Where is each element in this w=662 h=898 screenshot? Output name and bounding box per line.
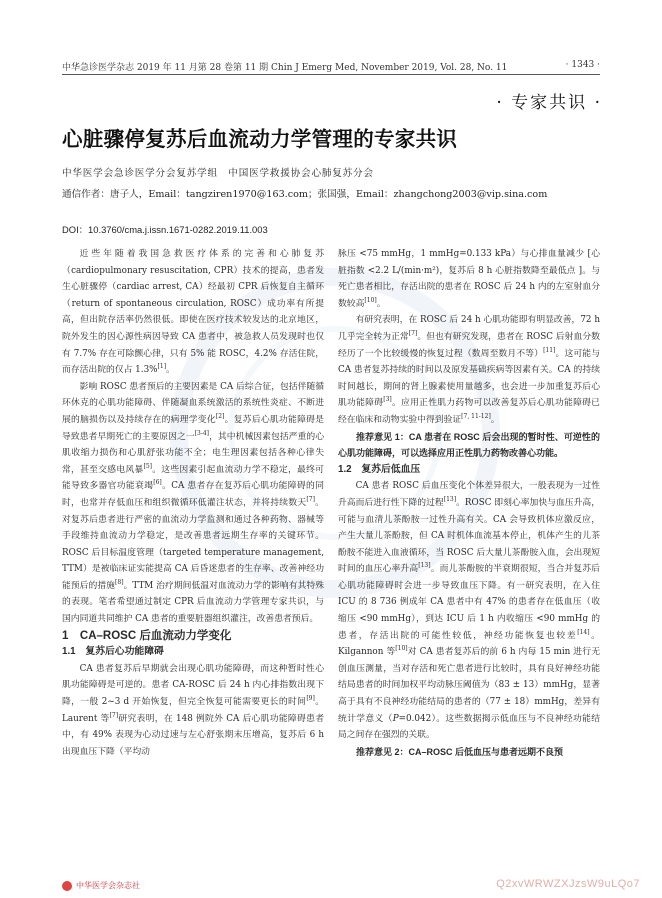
authors: 中华医学会急诊医学分会复苏学组 中国医学救援协会心肺复苏分会 [62,168,374,179]
citation[interactable]: [6] [153,479,162,487]
section-heading-1-2: 1.2 复苏后低血压 [338,463,421,475]
paragraph: 有研究表明，在 ROSC 后 24 h 心肌功能即有明显改善，72 h 几乎完全转为正常[7]。但也有研究发现，患者在 ROSC 后射血分数经历了一个比较缓慢的恢复过程（数周至数月不等）[11]。这可能与 CA 患者复苏持续的时间以及原发基础疾病等因素有关。CA 的持续时间越长，期间的肾上腺素使用量越多，也会进一步加重复苏后心肌功能障碍[3]。应用正性肌力药物可以改善复苏后心肌功能障碍已经在临床和动物实验中得到验证[7, 11-12]。 [338,315,600,425]
citation[interactable]: [14] [577,628,590,636]
journal-line: 中华急诊医学杂志 2019 年 11 月第 28 卷第 11 期 Chin J Emerg Med, November 2019, Vol. 28, No. 11 [62,63,508,73]
paragraph: 脉压 <75 mmHg，1 mmHg=0.133 kPa）与心排血量减少 [心脏指数 <2.2 L/(min·m²)，复苏后 8 h 心脏指数降至最低点 ]。与死亡患者相比，存活出院的患者在 ROSC 后 24 h 内的左室射血分数较高[10]。 [338,249,600,309]
watermark-code: Q2xvWRWZXJzsW9uLQo7 [496,878,640,890]
paragraph: CA 患者复苏后早期就会出现心肌功能障碍，而这种暂时性心肌功能障碍是可逆的。患者 CA-ROSC 后 24 h 内心排指数出现下降，一般 2~3 d 开始恢复，但完全恢复可能需要更长的时间[9]。Laurent 等[7]研究表明，在 148 例院外 CA 后心肌功能障碍患者中，有 49% 表现为心动过速与左心舒张期末压增高，复苏后 6 h 出现血压下降（平均动 [62,663,324,757]
citation[interactable]: [13] [443,495,457,503]
recommendation-2: 推荐意见 2：CA–ROSC 后低血压与患者远期不良预 [356,746,564,757]
section-tag: · 专家共识 · [496,93,602,113]
running-head [62,60,600,75]
citation[interactable]: [3] [383,396,392,404]
section-heading-1-1: 1.1 复苏后心功能障碍 [62,646,164,658]
recommendation-1: 推荐意见 1：CA 患者在 ROSC 后会出现的暂时性、可逆性的心肌功能障碍，可以选择应用正性肌力药物改善心功能。 [338,431,600,459]
citation[interactable]: [3-4] [194,429,210,437]
citation[interactable]: [7, 11-12] [461,413,491,421]
doi: DOI：10.3760/cma.j.issn.1671-0282.2019.11.003 [62,224,268,235]
correspondence: 通信作者：唐子人，Email：tangziren1970@163.com；张国强，Email：zhangchong2003@vip.sina.com [62,189,548,200]
section-heading-1: 1 CA–ROSC 后血流动力学变化 [62,629,232,642]
left-column [62,246,324,760]
paragraph: 影响 ROSC 患者预后的主要因素是 CA 后综合征，包括伴随循环休克的心肌功能障碍、伴随凝血系统激活的系统性炎症、不断进展的脑损伤以及持续存在的病理学变化[2]。复苏后心肌功能障碍是导致患者早期死亡的主要原因之一[3-4]，其中机械因素包括严重的心肌收缩力损伤和心肌舒张功能不全；电生理因素包括各种心律失常，甚至交感电风暴[5]。这些因素引起血流动力学不稳定，最终可能导致多器官功能衰竭[6]。CA 患者存在复苏后心肌功能障碍的同时，也常并存低血压和组织微循环低灌注状态，并将持续数天[7]。对复苏后患者进行严密的血流动力学监测和通过各种药物、器械等手段维持血流动力学稳定，是改善患者远期生存率的关键环节。ROSC 后目标温度管理（targeted temperature management, TTM）是被临床证实能提高 CA 后昏迷患者的生存率、改善神经功能预后的措施[8]。TTM 治疗期间低温对血流动力学的影响有其特殊的表现。笔者希望通过制定 CPR 后血流动力学管理专家共识，与国内同道共同维护 CA 患者的重要脏器组织灌注，改善患者预后。 [62,381,324,625]
citation[interactable]: [10] [395,645,408,653]
citation[interactable]: [1] [157,363,167,371]
citation[interactable]: [7] [408,330,418,338]
citation[interactable]: [13] [418,562,431,570]
citation[interactable]: [11] [543,346,556,354]
publisher-mark-icon [62,881,72,891]
publisher-logo: 中华医学会杂志社 [62,880,140,891]
paragraph: 近些年随着我国急救医疗体系的完善和心肺复苏（cardiopulmonary resuscitation, CPR）技术的提高，患者发生心脏骤停（cardiac arrest, CA）经最初 CPR 后恢复自主循环（return of spontaneous circulation, ROSC）成功率有所提高，但出院存活率仍然很低。即使在医疗技术较发达的北京地区，院外发生的因心源性病因导致 CA 患者中，被急救人员发现时也仅有 7.7% 存在可除颤心律，只有 5% 能 ROSC，4.2% 存活住院，而存活出院的仅占 1.3%[1]。 [62,249,324,376]
citation[interactable]: [8] [115,578,124,586]
citation[interactable]: [9] [306,695,315,703]
citation[interactable]: [5] [143,462,152,470]
page-number: · 1343 · [565,60,600,70]
citation[interactable]: [7] [306,495,315,503]
article-title: 心脏骤停复苏后血流动力学管理的专家共识 [62,127,458,151]
citation[interactable]: [7] [109,711,119,719]
citation[interactable]: [10] [364,296,377,304]
paragraph: CA 患者 ROSC 后血压变化个体差异很大，一般表现为一过性升高而后进行性下降的过程[13]。ROSC 即刻心率加快与血压升高，可能与血清儿茶酚胺一过性升高有关。CA 会导致机体应激反应，产生大量儿茶酚胺，但 CA 时机体血流基本停止，机体产生的儿茶酚胺不能进入血液循环，当 ROSC 后大量儿茶酚胺入血，会出现短时间的血压心率升高[13]。而儿茶酚胺的半衰期很短，当合并复苏后心肌功能障碍时会进一步导致血压下降。有一研究表明，在入住 ICU 的 8 736 例成年 CA 患者中有 47% 的患者存在低血压（收缩压 <90 mmHg），到达 ICU 后 1 h 内收缩压 <90 mmHg 的患者，存活出院的可能性较低，神经功能恢复也较差[14]。Kilgannon 等[10]对 CA 患者复苏后的前 6 h 内每 15 min 进行无创血压测量，当对存活和死亡患者进行比较时，具有良好神经功能结局患者的时间加权平均动脉压阈值为（83 ± 13）mmHg，显著高于具有不良神经功能结局的患者的（77 ± 18）mmHg，差异有统计学意义（P=0.042）。这些数据揭示低血压与不良神经功能结局之间存在强烈的关联。 [338,481,600,741]
right-column [338,246,600,760]
citation[interactable]: [2] [215,413,225,421]
